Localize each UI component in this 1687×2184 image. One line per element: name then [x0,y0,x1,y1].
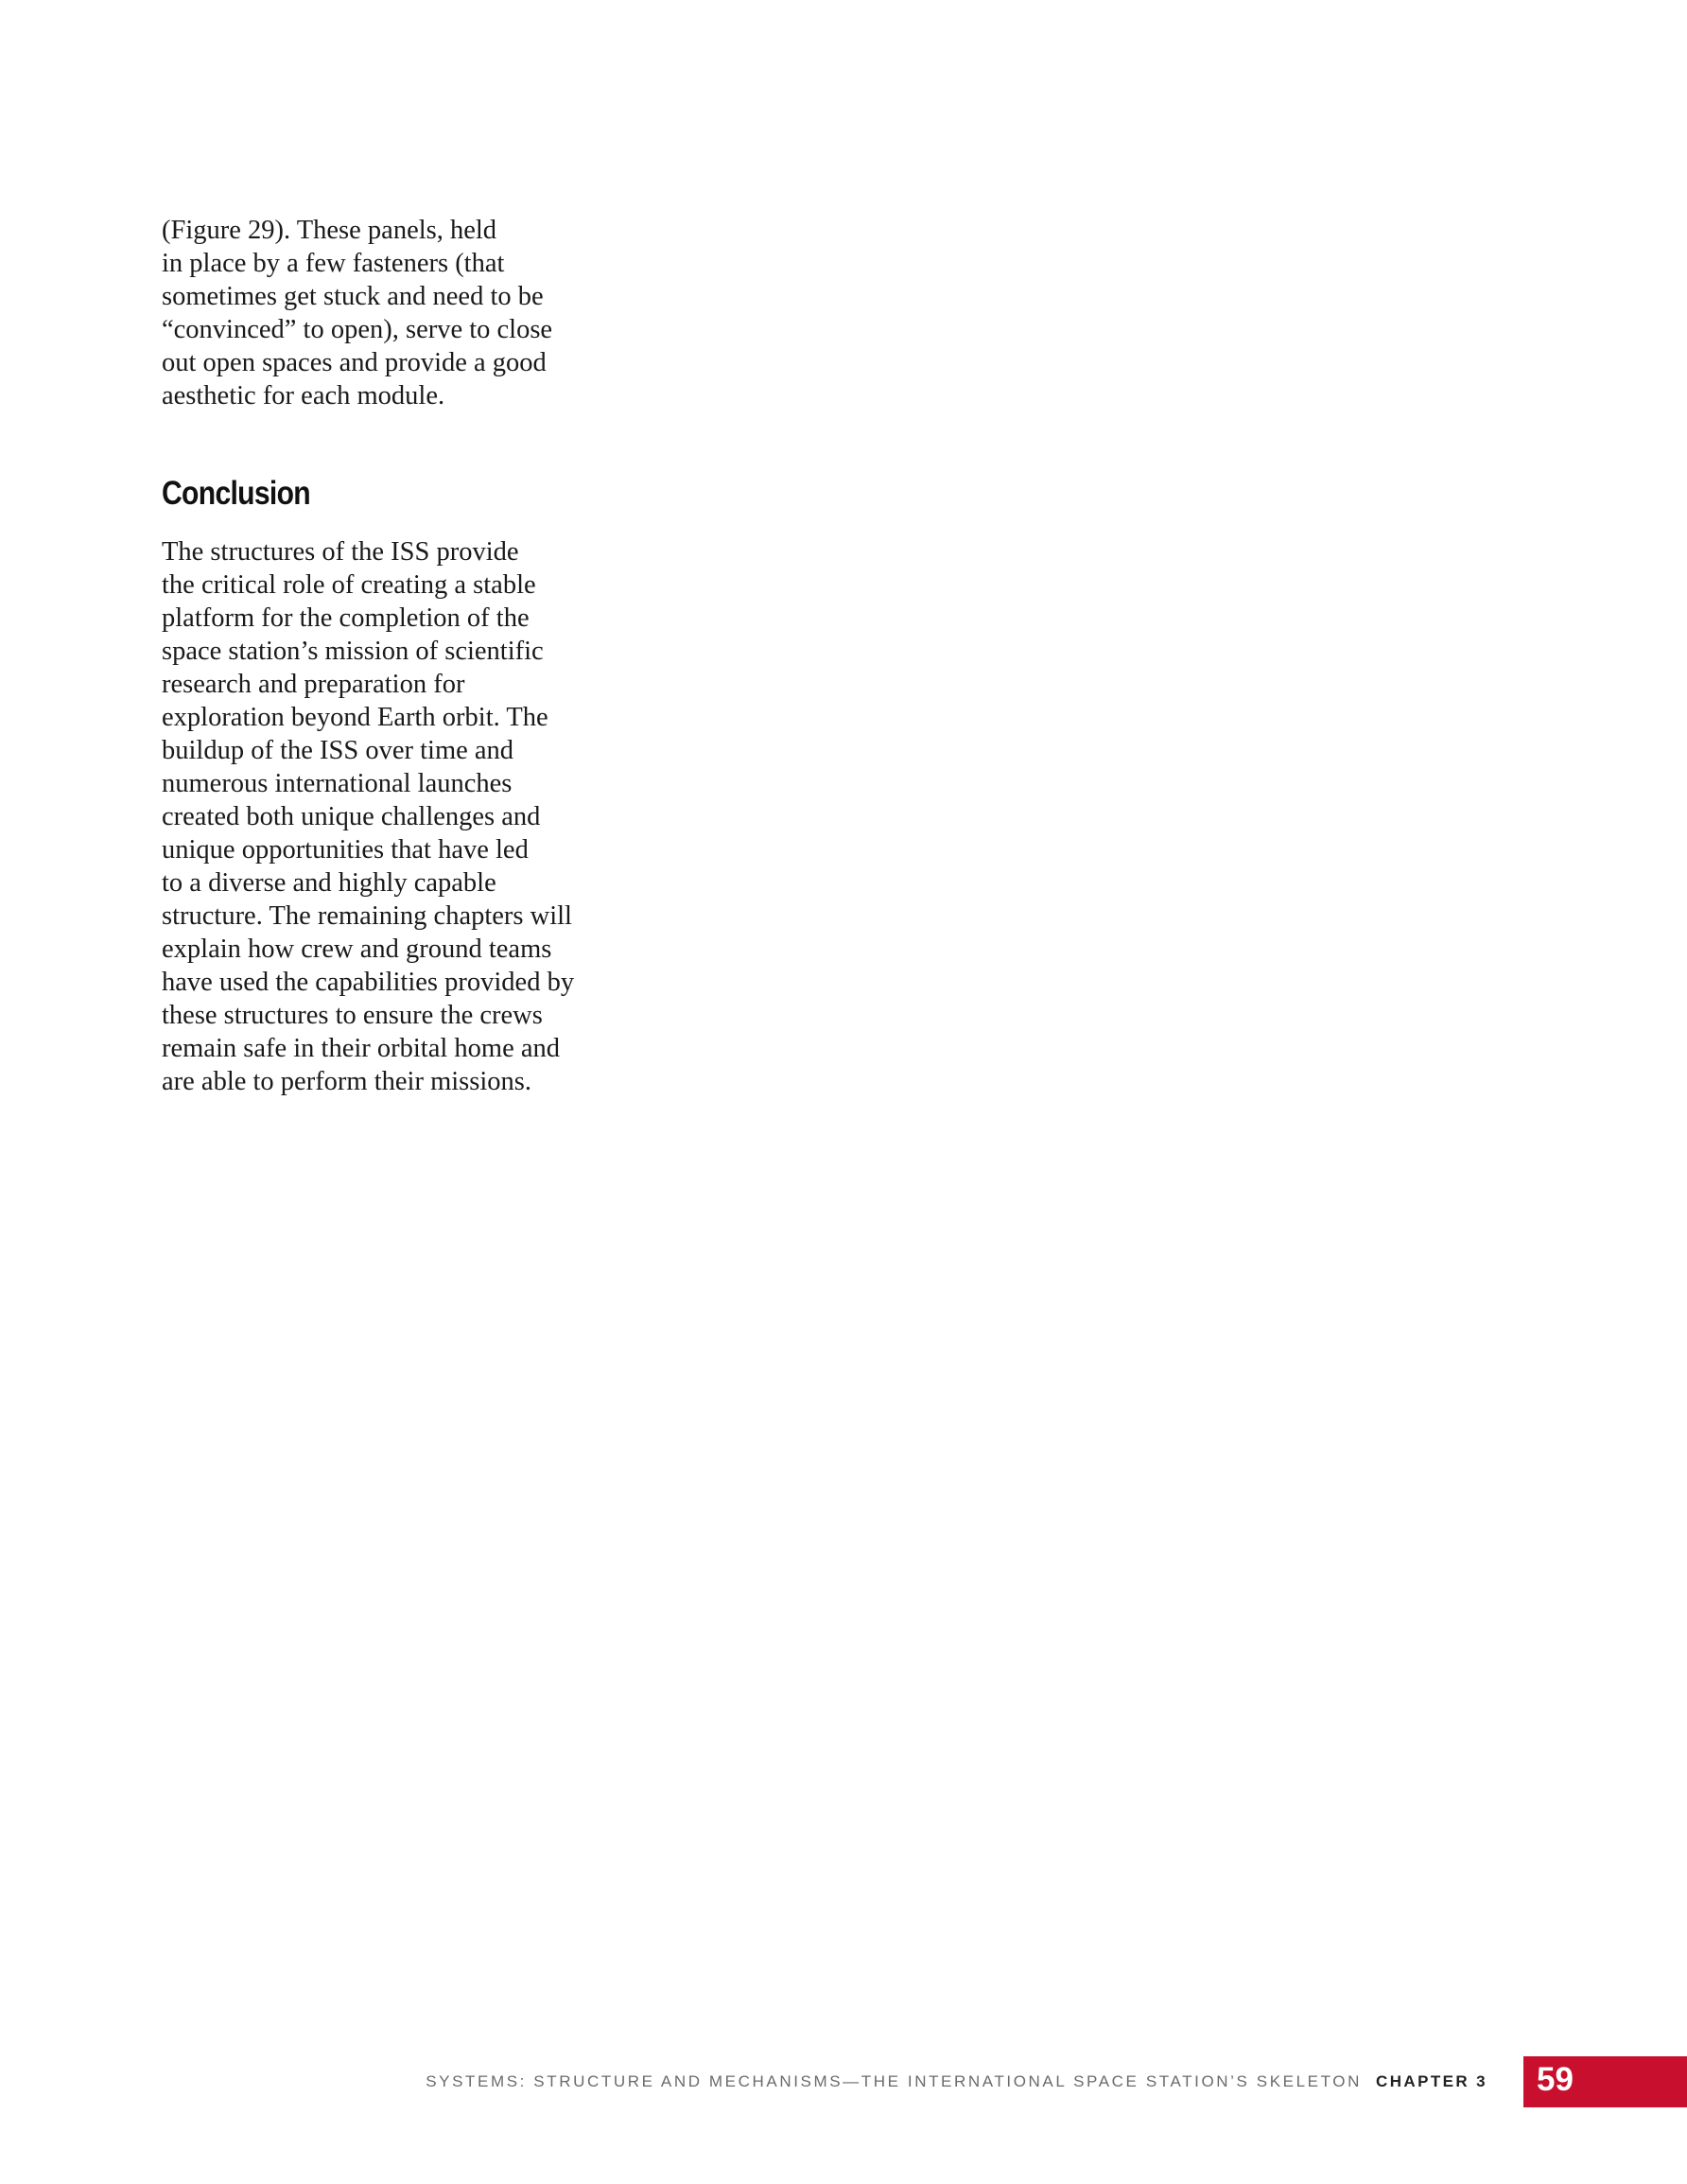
section-heading: Conclusion [162,475,311,512]
page-footer [0,2056,1687,2107]
text-column [162,214,606,1098]
page-number: 59 [1537,2061,1574,2098]
chapter-label: CHAPTER 3 [1376,2072,1487,2090]
page-number-box [1523,2056,1687,2107]
conclusion-paragraph: The structures of the ISS provide the critical role of creating a stable platform for the completion of the space station’s mission of scientific research and preparation for exploration beyond Earth orbit. The buildup of the ISS over time and numerous international launches created both unique challenges and unique opportunities that have led to a diverse and highly capable structure. The remaining chapters will explain how crew and ground teams have used the capabilities provided by these structures to ensure the crews remain safe in their orbital home and are able to perform their missions. [162,537,575,1096]
intro-paragraph: (Figure 29). These panels, held in place by a few fasteners (that sometimes get stuck and need to be “convinced” to open), serve to close out open spaces and provide a good aesthetic for each module. [162,216,553,411]
running-title: SYSTEMS: STRUCTURE AND MECHANISMS—THE INTERNATIONAL SPACE STATION’S SKELETON [426,2072,1362,2090]
